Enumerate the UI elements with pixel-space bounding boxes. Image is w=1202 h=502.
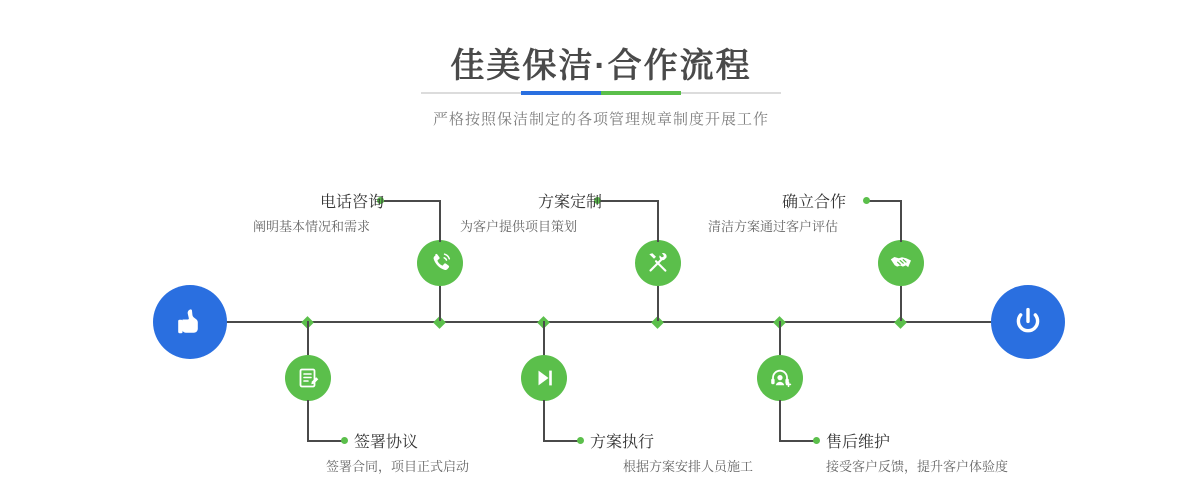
step-connector-vertical-1 xyxy=(439,286,441,321)
step-label-arm-5 xyxy=(869,200,901,202)
step-desc-1: 阐明基本情况和需求 xyxy=(253,219,371,234)
step-icon-circle-2 xyxy=(285,355,331,401)
step-title-3: 方案定制 xyxy=(538,194,603,211)
handshake-icon xyxy=(888,250,914,276)
step-desc-2: 签署合同，项目正式启动 xyxy=(326,459,470,474)
step-label-stem-5 xyxy=(900,200,902,242)
step-connector-vertical-5 xyxy=(900,286,902,321)
step-label-dot-5 xyxy=(863,197,870,204)
power-icon xyxy=(1008,302,1048,342)
step-label-arm-2 xyxy=(307,440,344,442)
step-connector-vertical-6 xyxy=(779,321,781,355)
headset-add-icon xyxy=(768,366,792,390)
title-divider-green-segment xyxy=(601,91,681,95)
phone-ring-icon xyxy=(427,250,453,276)
step-label-stem-6 xyxy=(779,400,781,441)
step-desc-6: 接受客户反馈，提升客户体验度 xyxy=(826,459,1009,474)
flow-start-marker xyxy=(153,285,227,359)
page-subtitle: 严格按照保洁制定的各项管理规章制度开展工作 xyxy=(432,111,769,128)
step-label-stem-1 xyxy=(439,200,441,242)
step-desc-4: 根据方案安排人员施工 xyxy=(623,459,754,474)
step-title-5: 确立合作 xyxy=(782,194,847,211)
step-title-4: 方案执行 xyxy=(590,434,655,451)
step-label-dot-6 xyxy=(813,437,820,444)
step-icon-circle-3 xyxy=(635,240,681,286)
step-icon-circle-1 xyxy=(417,240,463,286)
step-label-stem-4 xyxy=(543,400,545,441)
step-icon-circle-6 xyxy=(757,355,803,401)
step-label-stem-3 xyxy=(657,200,659,242)
step-label-arm-3 xyxy=(600,200,658,202)
step-label-dot-4 xyxy=(577,437,584,444)
document-edit-icon xyxy=(296,366,320,390)
step-label-stem-2 xyxy=(307,400,309,441)
step-title-2: 签署协议 xyxy=(354,434,419,451)
step-icon-circle-5 xyxy=(878,240,924,286)
tools-icon xyxy=(645,250,671,276)
step-desc-3: 为客户提供项目策划 xyxy=(460,219,578,234)
thumbs-up-icon xyxy=(170,302,210,342)
page-title: 佳美保洁·合作流程 xyxy=(450,47,752,85)
step-connector-vertical-2 xyxy=(307,321,309,355)
step-title-6: 售后维护 xyxy=(826,434,891,451)
step-desc-5: 清洁方案通过客户评估 xyxy=(708,219,839,234)
step-label-arm-6 xyxy=(779,440,816,442)
flow-end-marker xyxy=(991,285,1065,359)
step-label-arm-1 xyxy=(383,200,440,202)
step-icon-circle-4 xyxy=(521,355,567,401)
step-title-1: 电话咨询 xyxy=(320,194,385,211)
title-divider-blue-segment xyxy=(521,91,601,95)
step-connector-vertical-3 xyxy=(657,286,659,321)
step-label-arm-4 xyxy=(543,440,580,442)
step-connector-vertical-4 xyxy=(543,321,545,355)
step-label-dot-2 xyxy=(341,437,348,444)
play-next-icon xyxy=(532,366,556,390)
